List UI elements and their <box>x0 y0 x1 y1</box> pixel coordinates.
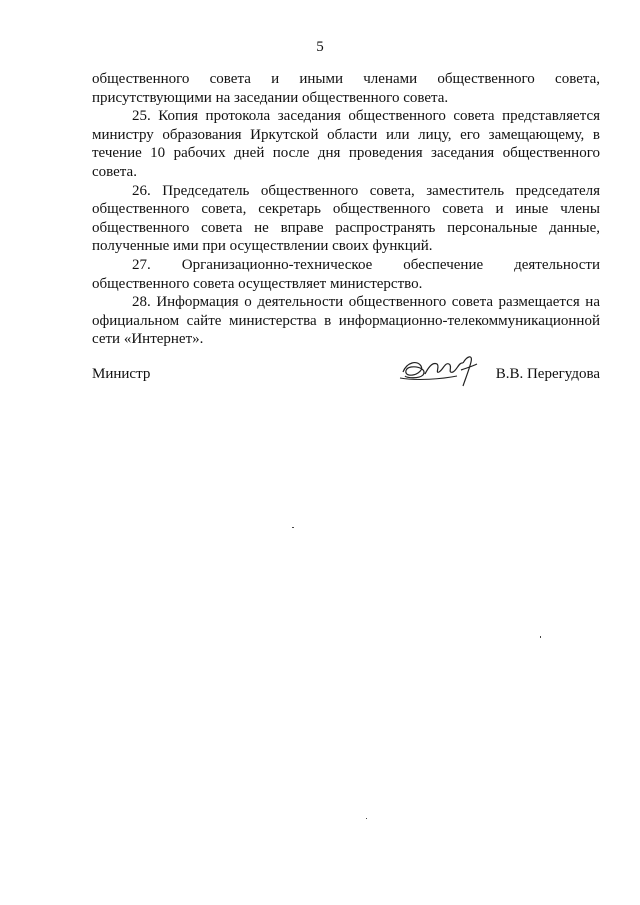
scan-speck <box>366 818 367 819</box>
paragraph-item-26: 26. Председатель общественного совета, заместитель председателя общественного совета, секретарь общественного совета и иные члены общественного совета не вправе распространять персональные данные, полученные ими при осуществлении своих функций. <box>92 182 600 255</box>
paragraph-item-27: 27. Организационно-техническое обеспечение деятельности общественного совета осуществляет министерство. <box>92 256 600 292</box>
page-number: 5 <box>316 39 324 55</box>
paragraph-item-25: 25. Копия протокола заседания общественного совета представляется министру образования Иркутской области или лицу, его замещающему, в течение 10 рабочих дней после дня проведения заседания общественного совета. <box>92 108 600 180</box>
document-body <box>92 70 600 349</box>
scan-speck <box>292 527 294 528</box>
paragraph-continuation: общественного совета и иными членами общественного совета, присутствующими на заседании общественного совета. <box>92 71 600 106</box>
scan-speck <box>540 636 541 638</box>
signature-block <box>92 360 600 400</box>
signatory-title: Министр <box>92 366 151 382</box>
handwritten-signature <box>397 348 487 390</box>
paragraph-item-28: 28. Информация о деятельности общественного совета размещается на официальном сайте министерства в информационно-телекоммуникационной сети «Интернет». <box>92 294 600 348</box>
signatory-name: В.В. Перегудова <box>495 366 600 382</box>
